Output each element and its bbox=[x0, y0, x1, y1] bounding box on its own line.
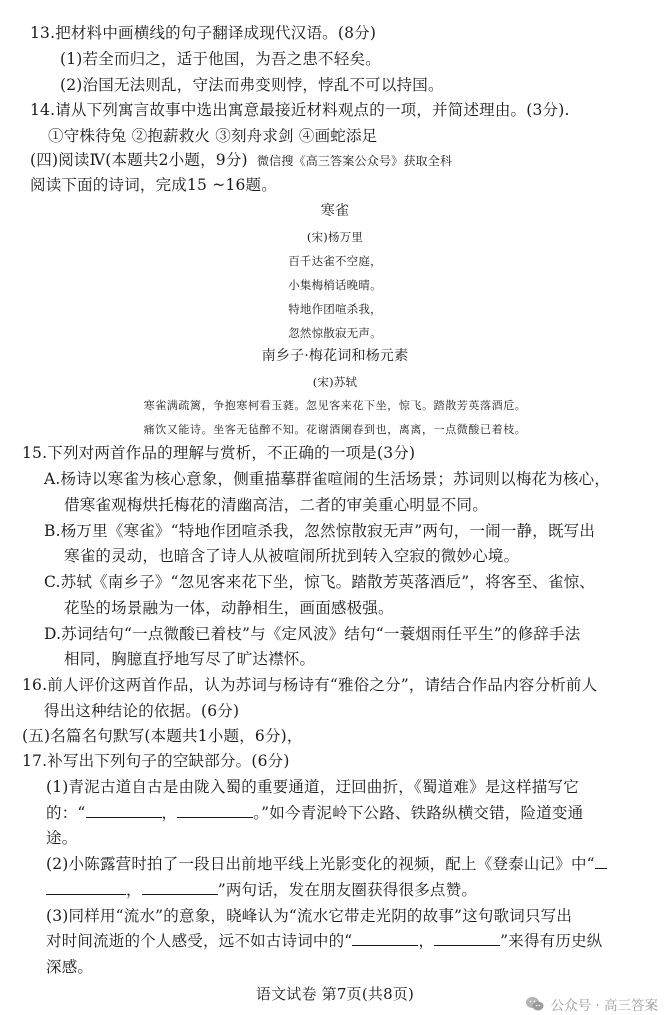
section-5-heading: (五)名篇名句默写(本题共1小题，6分)， bbox=[22, 727, 303, 745]
q15-option-c: C.苏轼《南乡子》“忽见客来花下坐，惊飞。踏散芳英落酒卮”，将客至、雀惊、 bbox=[44, 573, 595, 591]
q14-options: ①守株待兔 ②抱薪救火 ③刻舟求剑 ④画蛇添足 bbox=[48, 127, 378, 145]
wechat-icon bbox=[525, 996, 545, 1012]
answer-blank[interactable] bbox=[142, 879, 218, 895]
poem2-line-1: 寒雀满疏篱，争抱寒柯看玉蕤。忽见客来花下坐，惊飞。踏散芳英落酒卮。 bbox=[143, 399, 527, 412]
comma: ， bbox=[161, 804, 178, 822]
poem1-line: 特地作团喧杀我， bbox=[288, 302, 382, 316]
answer-blank[interactable] bbox=[352, 930, 418, 946]
q13-sentence-1: (1)若全而归之，适于他国，为吾之患不轻矣。 bbox=[60, 50, 381, 68]
answer-blank[interactable] bbox=[46, 879, 126, 895]
q15-option-c-cont: 花坠的场景融为一体，动静相生，画面感极强。 bbox=[64, 599, 394, 617]
poem2-line-2: 痛饮又能诗。坐客无毡醉不知。花谢酒阑春到也，离离，一点微酸已着枝。 bbox=[143, 423, 527, 436]
q16-stem: 16.前人评价这两首作品，认为苏词与杨诗有“雅俗之分”，请结合作品内容分析前人 bbox=[22, 676, 598, 694]
q17-part-3-line3: 深感。 bbox=[46, 958, 94, 976]
poem1-title: 寒雀 bbox=[320, 203, 350, 219]
section-4-note: 微信搜《高三答案公众号》获取全科 bbox=[256, 154, 453, 168]
q13-stem: 13.把材料中画横线的句子翻译成现代汉语。(8分) bbox=[30, 24, 377, 42]
q17-part-3: (3)同样用“流水”的意象，晓峰认为“流水它带走光阴的故事”这句歌词只写出 bbox=[46, 907, 573, 925]
q15-option-d: D.苏词结句“一点微酸已着枝”与《定风波》结句“一蓑烟雨任平生”的修辞手法 bbox=[44, 625, 581, 643]
q13-sentence-2: (2)治国无法则乱，守法而弗变则悖，悖乱不可以持国。 bbox=[60, 76, 444, 94]
q17-part-1-suffix: 。”如今青泥岭下公路、铁路纵横交错，险道变通 bbox=[253, 804, 584, 822]
q17-part-2 bbox=[46, 853, 607, 875]
q17-part-2-suffix: ”两句话，发在朋友圈获得很多点赞。 bbox=[217, 881, 478, 899]
answer-blank[interactable] bbox=[177, 802, 253, 818]
answer-blank[interactable] bbox=[434, 930, 500, 946]
answer-blank[interactable] bbox=[86, 802, 162, 818]
section-4-title: (四)阅读Ⅳ(本题共2小题，9分) bbox=[30, 151, 248, 169]
q17-part-3-line2 bbox=[46, 930, 602, 952]
q17-part-3-prefix: 对时间流逝的个人感受，远不如古诗词中的“ bbox=[46, 932, 353, 950]
poem1-author: (宋)杨万里 bbox=[306, 230, 364, 244]
poem2-title: 南乡子·梅花词和杨元素 bbox=[261, 348, 409, 364]
q17-part-1: (1)青泥古道自古是由陇入蜀的重要通道，迂回曲折，《蜀道难》是这样描写它 bbox=[46, 778, 579, 796]
q15-option-b: B.杨万里《寒雀》“特地作团喧杀我，忽然惊散寂无声”两句，一闹一静，既写出 bbox=[44, 522, 596, 540]
q14-stem: 14.请从下列寓言故事中选出寓意最接近材料观点的一项，并简述理由。(3分). bbox=[30, 101, 570, 119]
q17-part-1-line2 bbox=[46, 802, 583, 824]
q15-stem: 15.下列对两首作品的理解与赏析，不正确的一项是(3分) bbox=[22, 444, 416, 462]
poem2-author: (宋)苏轼 bbox=[312, 375, 358, 389]
section-4-heading bbox=[30, 149, 452, 172]
q17-part-1-prefix: 的：“ bbox=[46, 804, 86, 822]
watermark-text: 公众号 · 高三答案 bbox=[550, 998, 658, 1014]
q15-option-a-cont: 借寒雀观梅烘托梅花的清幽高洁，二者的审美重心明显不同。 bbox=[64, 496, 488, 514]
q16-stem-cont: 得出这种结论的依据。(6分) bbox=[44, 702, 240, 720]
comma: ， bbox=[126, 881, 142, 899]
q15-option-d-cont: 相同，胸臆直抒地写尽了旷达襟怀。 bbox=[64, 650, 316, 668]
poem1-line: 小集梅梢话晚晴。 bbox=[288, 278, 382, 292]
poem1-line: 百千达雀不空庭， bbox=[288, 254, 382, 268]
q17-part-2-line2 bbox=[46, 879, 477, 901]
poem1-line: 忽然惊散寂无声。 bbox=[288, 326, 382, 340]
q15-option-b-cont: 寒雀的灵动，也暗含了诗人从被喧闹所扰到转入空寂的微妙心境。 bbox=[64, 547, 520, 565]
comma: ， bbox=[418, 932, 435, 950]
q17-part-2-text: (2)小陈露营时拍了一段日出前地平线上光影变化的视频，配上《登泰山记》中“ bbox=[46, 855, 595, 873]
q17-part-1-line3: 途。 bbox=[46, 829, 78, 847]
section-4-intro: 阅读下面的诗词，完成15 ~16题。 bbox=[30, 176, 277, 194]
page-footer: 语文试卷 第7页(共8页) bbox=[255, 985, 415, 1003]
q17-part-3-suffix: ”来得有历史纵 bbox=[500, 932, 603, 950]
watermark bbox=[525, 994, 658, 1014]
q17-stem: 17.补写出下列句子的空缺部分。(6分) bbox=[22, 752, 290, 770]
answer-blank[interactable] bbox=[595, 853, 607, 869]
q15-option-a: A.杨诗以寒雀为核心意象，侧重描摹群雀喧闹的生活场景；苏词则以梅花为核心， bbox=[44, 470, 611, 488]
